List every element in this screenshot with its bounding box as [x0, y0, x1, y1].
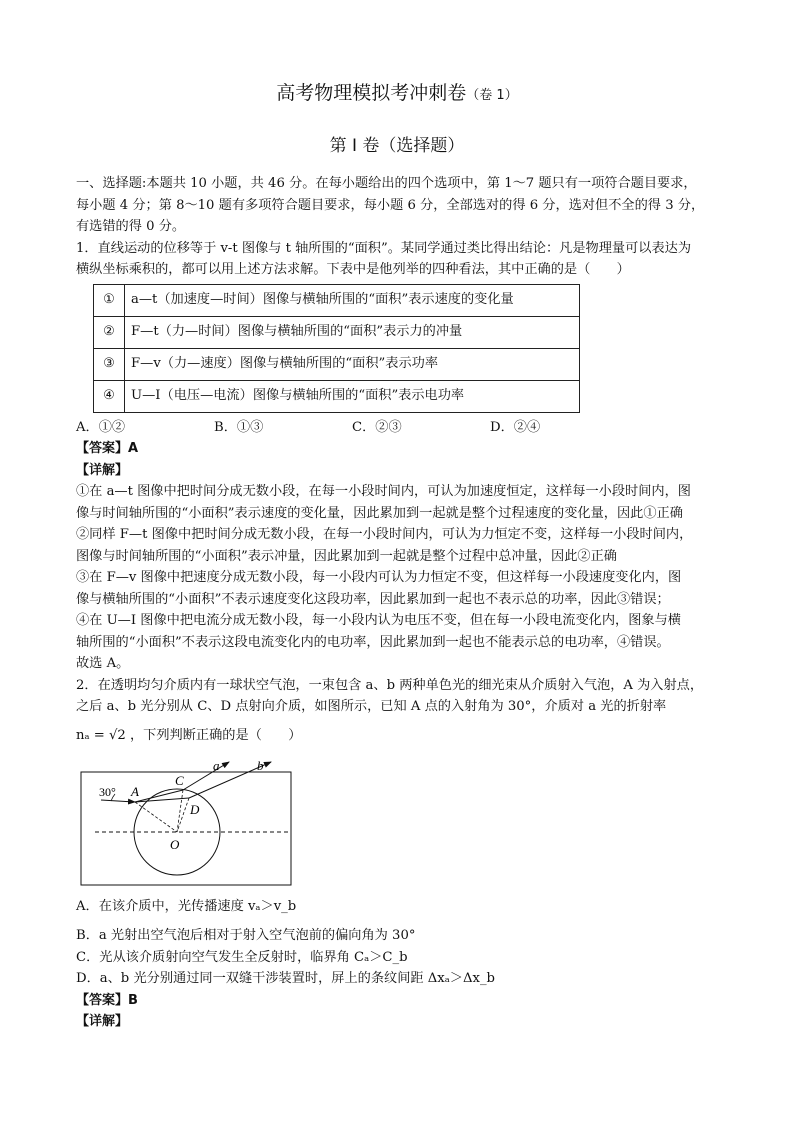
- q2-option-c: C．光从该介质射向空气发生全反射时，临界角 Cₐ＞C_b: [76, 949, 408, 965]
- q1-detail-line: 故选 A。: [76, 656, 130, 671]
- question-1: [76, 238, 726, 675]
- document-body: [76, 173, 726, 1033]
- q1-detail-line: ④在 U—I 图像中把电流分成无数小段，每一小段内认为电压不变，但在每一小段电流变化内，图象与横: [76, 613, 681, 628]
- row-number: ①: [94, 284, 125, 316]
- instruction-line: 有选错的得 0 分。: [76, 219, 186, 234]
- ray-b-label: b: [257, 759, 264, 773]
- row-number: ③: [94, 348, 125, 380]
- q1-detail-line: 像与横轴所围的“小面积”不表示速度变化这段功率，因此累加到一起也不表示总的功率，因此③错误；: [76, 591, 670, 607]
- row-text: F—t（力—时间）图像与横轴所围的“面积”表示力的冲量: [125, 316, 580, 348]
- angle-label: 30°: [99, 784, 116, 799]
- q2-option-a: A．在该介质中，光传播速度 vₐ＞v_b: [76, 898, 297, 914]
- row-text: F—v（力—速度）图像与横轴所围的“面积”表示功率: [125, 348, 580, 380]
- table-row: [94, 380, 580, 412]
- q2-stem-line: 2．在透明均匀介质内有一球状空气泡，一束包含 a、b 两种单色光的细光束从介质射入气泡，A 为入射点，: [76, 677, 704, 693]
- row-text: a—t（加速度—时间）图像与横轴所围的“面积”表示速度的变化量: [125, 284, 580, 316]
- q2-formula-line: nₐ = √2 ，下列判断正确的是（ ）: [76, 727, 302, 743]
- ray-a-label: a: [213, 759, 220, 773]
- q1-stem-line: 1．直线运动的位移等于 v-t 图像与 t 轴所围的“面积”。某同学通过类比得出结论：凡是物理量可以表达为: [76, 240, 692, 256]
- table-row: [94, 348, 580, 380]
- question-2: [76, 675, 726, 1033]
- q2-detail-label: 【详解】: [76, 1014, 129, 1029]
- bubble-figure: [79, 760, 294, 888]
- q1-detail-label: 【详解】: [76, 462, 129, 478]
- table-row: [94, 316, 580, 348]
- choice-a: A．①②: [76, 419, 126, 435]
- ray-a-out: [183, 759, 229, 790]
- row-number: ②: [94, 316, 125, 348]
- point-c-label: C: [175, 772, 184, 788]
- normal-c: [177, 790, 183, 832]
- normal-line: [135, 802, 177, 832]
- center-o-label: O: [170, 836, 180, 852]
- table-row: [94, 284, 580, 316]
- choice-b: B．①③: [214, 419, 264, 435]
- page-title: [0, 78, 794, 105]
- title-suffix: （卷 1）: [466, 88, 518, 103]
- incident-ray: [101, 800, 135, 802]
- section-title: 第 I 卷（选择题）: [329, 136, 465, 156]
- point-d-label: D: [190, 801, 200, 817]
- normal-d: [177, 798, 189, 832]
- q1-answer: 【答案】A: [76, 441, 139, 456]
- q1-choices: [76, 417, 726, 439]
- row-text: U—I（电压—电流）图像与横轴所围的“面积”表示电功率: [125, 380, 580, 412]
- q1-detail-line: ③在 F—v 图像中把速度分成无数小段，每一小段内可认为力恒定不变，但这样每一小段速度变化内，图: [76, 570, 682, 585]
- q1-statement-table: [93, 284, 580, 413]
- row-number: ④: [94, 380, 125, 412]
- choice-c: C．②③: [352, 419, 402, 435]
- point-a-label: A: [131, 783, 139, 799]
- instructions: [76, 173, 726, 238]
- choice-d: D．②④: [490, 419, 541, 435]
- instruction-line: 每小题 4 分；第 8～10 题有多项符合题目要求，每小题 6 分，全部选对的得 6 分，选对但不全的得 3 分，: [76, 197, 705, 213]
- q1-detail-line: ①在 a—t 图像中把时间分成无数小段，在每一小段时间内，可认为加速度恒定，这样每一小段时间内，图: [76, 484, 691, 499]
- instruction-line: 一、选择题:本题共 10 小题，共 46 分。在每小题给出的四个选项中，第 1～7 题只有一项符合题目要求，: [76, 176, 697, 191]
- q2-option-d: D．a、b 光分别通过同一双缝干涉装置时，屏上的条纹间距 Δxₐ＞Δx_b: [76, 971, 495, 986]
- q2-option-b: B．a 光射出空气泡后相对于射入空气泡前的偏向角为 30°: [76, 928, 416, 943]
- title-main: 高考物理模拟考冲刺卷: [276, 82, 467, 104]
- q2-answer: 【答案】B: [76, 992, 138, 1008]
- q1-detail-line: 图像与时间轴所围的“小面积”表示冲量，因此累加到一起就是整个过程中总冲量，因此②正确: [76, 548, 617, 564]
- q2-stem-line: 之后 a、b 光分别从 C、D 点射向介质，如图所示，已知 A 点的入射角为 30°，介质对 a 光的折射率: [76, 699, 667, 714]
- q1-stem-line: 横纵坐标乘积的，都可以用上述方法求解。下表中是他列举的四种看法，其中正确的是（ ）: [76, 262, 630, 277]
- q1-detail-line: ②同样 F—t 图像中把时间分成无数小段，在每一小段时间内，可认为力恒定不变，这样每一小段时间内，: [76, 527, 693, 542]
- q1-detail-line: 像与时间轴所围的“小面积”表示速度的变化量，因此累加到一起就是整个过程速度的变化量，因此①正确: [76, 505, 683, 521]
- bubble-diagram: [79, 760, 294, 888]
- q1-detail-line: 轴所围的“小面积”不表示这段电流变化内的电功率，因此累加到一起也不能表示总的电功率，④错误。: [76, 634, 670, 650]
